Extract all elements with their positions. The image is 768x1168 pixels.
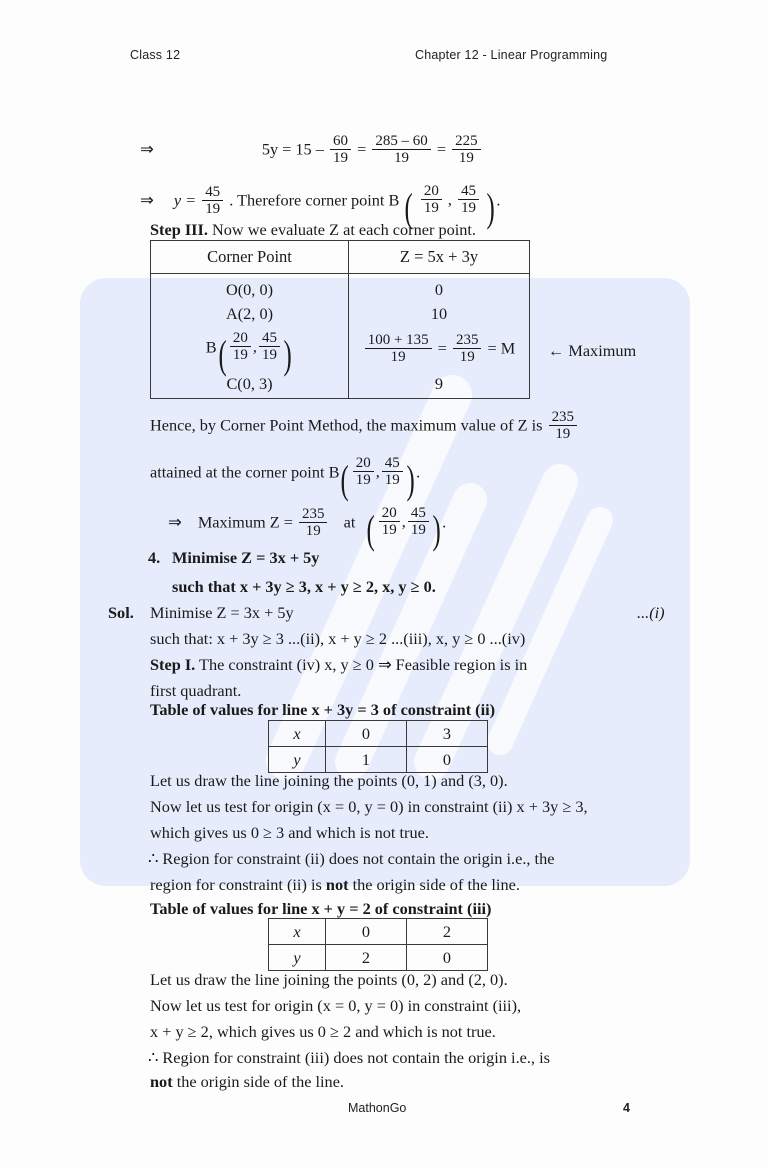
table-header-row <box>151 241 530 274</box>
solution-label: Sol. <box>108 603 134 622</box>
point-B-y: $\frac{45}{19}$ <box>259 330 280 363</box>
equation-line-1 <box>140 133 483 166</box>
therefore-1-text-a: region for constraint (ii) is <box>150 875 322 894</box>
left-paren-icon: ( <box>404 185 414 231</box>
table-1-y-label: y <box>269 747 326 773</box>
z-B-equals-M: = M <box>487 338 516 358</box>
fraction-285-60-over-19: $\frac{285 - 60}{19}$ <box>372 133 430 166</box>
values-table-2 <box>268 918 488 971</box>
table-1-x-value-2: 3 <box>407 721 488 747</box>
table-2-y-value-1: 2 <box>326 945 407 971</box>
therefore-1-text-b: the origin side of the line. <box>352 875 520 894</box>
step-1-text: The constraint (iv) x, y ≥ 0 ⇒ Feasible region is in <box>199 655 528 674</box>
question-4-line-2: such that x + 3y ≥ 3, x + y ≥ 2, x, y ≥ 0. <box>172 577 436 596</box>
conclusion-line-3 <box>168 505 447 553</box>
corner-point-table <box>150 240 530 399</box>
z-value-O: 0 <box>349 274 530 303</box>
z-B-fraction-2: $\frac{235}{19}$ <box>453 332 481 365</box>
therefore-2-line-2 <box>150 1072 344 1093</box>
after-table-2-line-3: x + y ≥ 2, which gives us 0 ≥ 2 and which is not true. <box>150 1022 496 1041</box>
table-1-y-value-2: 0 <box>407 747 488 773</box>
implies-arrow-2: ⇒ <box>140 190 154 210</box>
conclusion-pair-x: $\frac{20}{19}$ <box>353 455 374 488</box>
footer-brand: MathonGo <box>348 1101 407 1115</box>
implies-arrow-1: ⇒ <box>140 139 154 159</box>
conclusion-text-2: attained at the corner point B <box>150 462 340 482</box>
pair-x-fraction: $\frac{20}{19}$ <box>421 183 442 216</box>
maximum-annotation: ← Maximum <box>548 341 637 360</box>
footer-page-number: 4 <box>623 1101 630 1115</box>
table-2-y-value-2: 0 <box>407 945 488 971</box>
table-row <box>151 302 530 326</box>
step-1-line-1 <box>150 655 527 676</box>
question-4-number: 4. <box>148 548 161 567</box>
table-row <box>151 274 530 303</box>
values-table-1 <box>268 720 488 773</box>
header-class-label: Class 12 <box>130 48 181 62</box>
pair-comma: , <box>447 189 452 209</box>
therefore-2-not: not <box>150 1072 173 1091</box>
table-2-caption: Table of values for line x + y = 2 of constraint (iii) <box>150 899 492 918</box>
table-row <box>269 747 488 773</box>
after-table-1-line-3: which gives us 0 ≥ 3 and which is not true. <box>150 823 429 842</box>
table-row <box>269 721 488 747</box>
therefore-2-text-b: the origin side of the line. <box>176 1072 344 1091</box>
column-header-z-value: Z = 5x + 3y <box>349 241 530 274</box>
equation-2-lhs: y = <box>173 190 197 210</box>
table-1-caption: Table of values for line x + 3y = 3 of constraint (ii) <box>150 700 496 719</box>
maximum-z-fraction: $\frac{235}{19}$ <box>299 506 327 539</box>
z-B-fraction-1: $\frac{100 + 135}{19}$ <box>365 332 432 365</box>
fraction-45-19: $\frac{45}{19}$ <box>202 184 223 217</box>
therefore-1-line-2 <box>150 875 520 896</box>
point-B-pair <box>217 330 294 378</box>
table-row <box>269 945 488 971</box>
pair-y-fraction: $\frac{45}{19}$ <box>458 183 479 216</box>
point-B-comma: , <box>252 336 257 356</box>
solution-line-2: such that: x + 3y ≥ 3 ...(ii), x + y ≥ 2 ...(iii), x, y ≥ 0 ...(iv) <box>150 629 526 648</box>
z-value-B <box>349 326 530 372</box>
maximum-z-period: . <box>442 512 447 532</box>
point-B-label: B <box>205 337 217 357</box>
right-paren-icon: ) <box>486 185 495 231</box>
table-row <box>151 372 530 399</box>
max-value-fraction: $\frac{235}{19}$ <box>549 409 577 442</box>
maximum-z-label: Maximum Z = <box>197 512 293 532</box>
header-chapter-title: Chapter 12 - Linear Programming <box>415 48 608 62</box>
after-table-1-line-2: Now let us test for origin (x = 0, y = 0) in constraint (ii) x + 3y ≥ 3, <box>150 797 588 816</box>
step-1-label: Step I. <box>150 655 196 674</box>
corner-point-O: O(0, 0) <box>151 274 349 303</box>
table-2-y-label: y <box>269 945 326 971</box>
left-paren-icon: ( <box>218 332 227 378</box>
left-paren-icon: ( <box>366 507 376 553</box>
step-3-text: Now we evaluate Z at each corner point. <box>212 220 476 239</box>
implies-arrow-3: ⇒ <box>168 512 182 532</box>
equals-2: = <box>436 139 447 159</box>
therefore-2-line-1: ∴ Region for constraint (iii) does not contain the origin i.e., is <box>148 1048 550 1067</box>
z-value-C: 9 <box>349 372 530 399</box>
solution-line-1: Minimise Z = 3x + 5y <box>150 603 294 622</box>
table-row <box>151 326 530 372</box>
column-header-corner-point: Corner Point <box>151 241 349 274</box>
fraction-225-19: $\frac{225}{19}$ <box>452 133 480 166</box>
conclusion-line-1 <box>150 409 579 442</box>
equation-2-text: . Therefore corner point B <box>229 190 400 210</box>
table-2-x-value-2: 2 <box>407 919 488 945</box>
step-3-label: Step III. <box>150 220 208 239</box>
fraction-60-19: $\frac{60}{19}$ <box>330 133 351 166</box>
table-1-x-label: x <box>269 721 326 747</box>
corner-point-B <box>151 326 349 378</box>
at-label: at <box>343 512 356 532</box>
maximum-z-pair-y: $\frac{45}{19}$ <box>408 505 429 538</box>
corner-point-A: A(2, 0) <box>151 302 349 326</box>
after-table-1-line-1: Let us draw the line joining the points (0, 1) and (3, 0). <box>150 771 508 790</box>
equals-1: = <box>357 139 367 159</box>
equation-1-lhs: 5y = 15 – <box>261 139 324 159</box>
maximum-z-pair-comma: , <box>401 511 406 531</box>
table-1-x-value-1: 0 <box>326 721 407 747</box>
conclusion-line-2 <box>150 455 421 503</box>
table-2-x-label: x <box>269 919 326 945</box>
after-table-2-line-1: Let us draw the line joining the points (0, 2) and (2, 0). <box>150 970 508 989</box>
maximum-z-pair <box>365 505 442 553</box>
step-1-line-2: first quadrant. <box>150 681 242 700</box>
step-3-heading <box>150 220 476 241</box>
table-2-x-value-1: 0 <box>326 919 407 945</box>
right-paren-icon: ) <box>432 507 441 553</box>
conclusion-pair-comma: , <box>375 461 380 481</box>
conclusion-pair-B <box>339 455 416 503</box>
maximum-z-pair-x: $\frac{20}{19}$ <box>379 505 400 538</box>
conclusion-text-1: Hence, by Corner Point Method, the maximum value of Z is <box>150 415 543 435</box>
table-row <box>269 919 488 945</box>
solution-line-1-ref: ...(i) <box>637 603 665 622</box>
ordered-pair-B <box>403 183 496 231</box>
z-value-A: 10 <box>349 302 530 326</box>
conclusion-period: . <box>416 462 421 482</box>
question-4-line-1: Minimise Z = 3x + 5y <box>172 548 320 567</box>
left-paren-icon: ( <box>340 457 350 503</box>
line2-period: . <box>496 190 501 210</box>
therefore-1-not: not <box>325 875 349 894</box>
right-paren-icon: ) <box>283 332 292 378</box>
after-table-2-line-2: Now let us test for origin (x = 0, y = 0) in constraint (iii), <box>150 996 522 1015</box>
conclusion-pair-y: $\frac{45}{19}$ <box>382 455 403 488</box>
therefore-1-line-1: ∴ Region for constraint (ii) does not contain the origin i.e., the <box>148 849 555 868</box>
point-B-x: $\frac{20}{19}$ <box>230 330 251 363</box>
corner-point-C: C(0, 3) <box>151 372 349 399</box>
right-paren-icon: ) <box>406 457 415 503</box>
z-B-equals-1: = <box>437 338 447 358</box>
table-1-y-value-1: 1 <box>326 747 407 773</box>
